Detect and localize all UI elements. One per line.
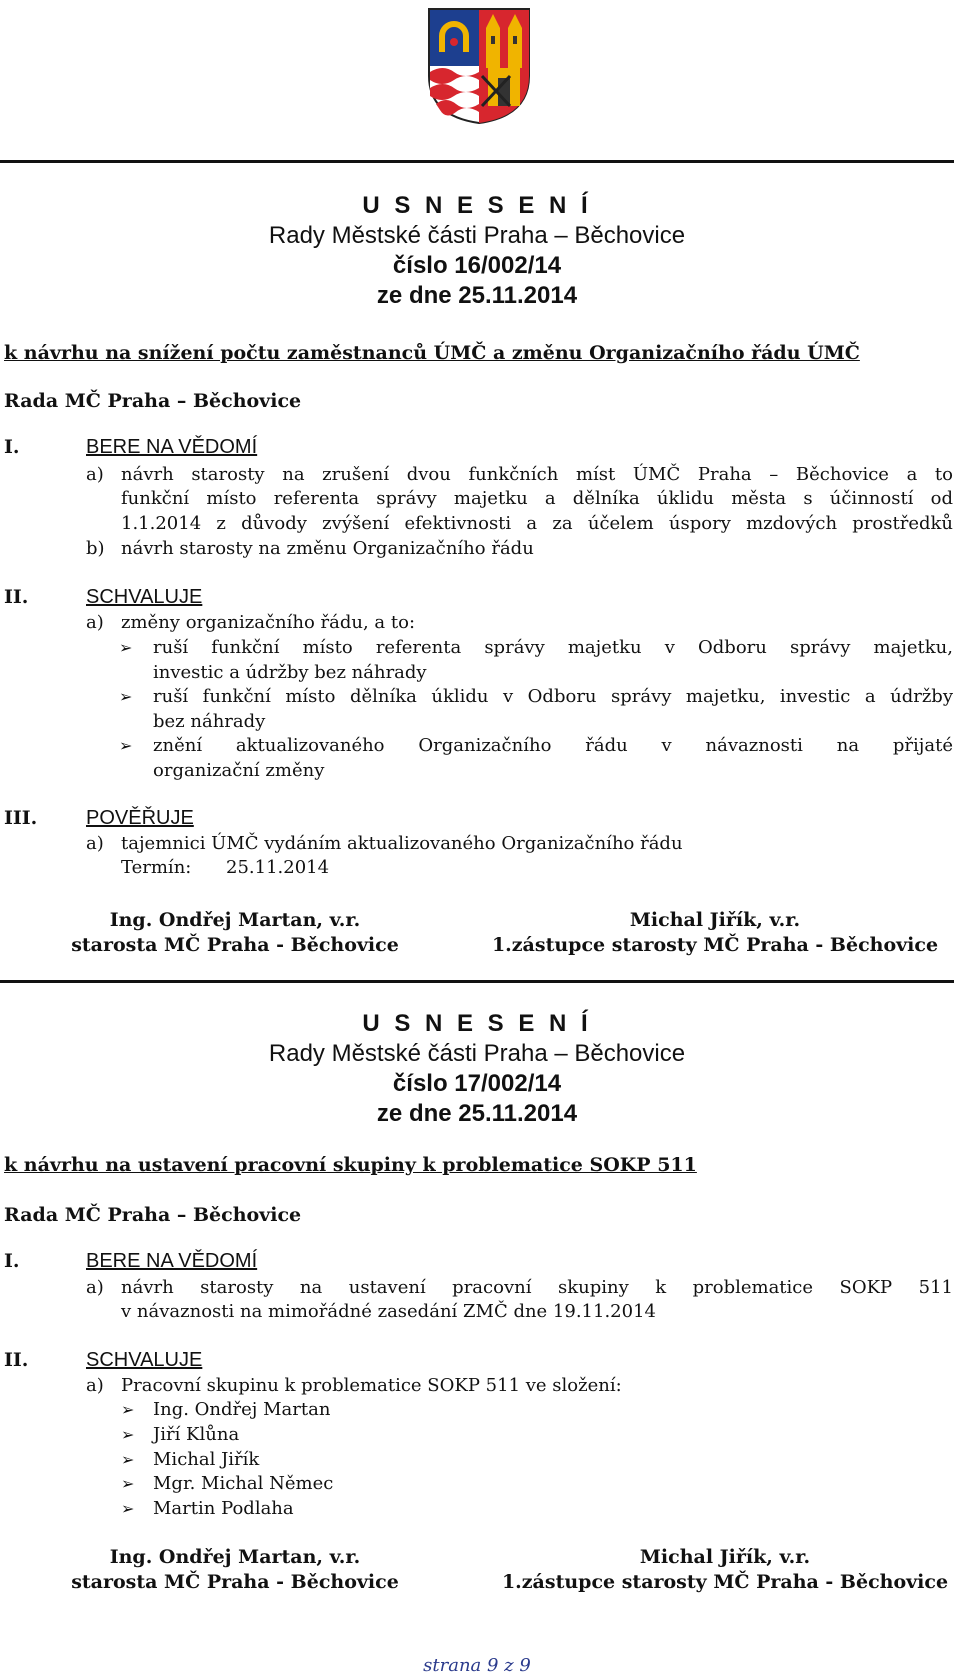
list-item: ruší funkční místo dělníka úklidu v Odboru správy majetku, investic a údržby [153,686,953,707]
item-line: Pracovní skupinu k problematice SOKP 511 ve složení: [121,1375,622,1396]
item-marker: b) [86,538,105,559]
section-heading: SCHVALUJE [86,586,203,608]
section-heading: SCHVALUJE [86,1349,203,1371]
item-line: v návaznosti na mimořádné zasedání ZMČ dne 19.11.2014 [121,1301,656,1322]
arrow-bullet-icon: ➢ [121,1400,135,1419]
resolution-title: U S N E S E N Í [362,192,592,219]
arrow-bullet-icon: ➢ [119,687,133,706]
signatory-name: Michal Jiřík, v.r. [629,909,801,931]
signature-block [480,908,950,958]
council-label: Rada MČ Praha – Běchovice [4,1204,302,1226]
item-line: tajemnici ÚMČ vydáním aktualizovaného Organizačního řádu [121,833,683,854]
section-heading: POVĚŘUJE [86,807,194,829]
item-line: funkční místo referenta správy majetku a dělníka úklidu města s účinností od [121,488,953,509]
top-divider [0,160,954,163]
member-item: Michal Jiřík [153,1449,260,1470]
section-heading: BERE NA VĚDOMÍ [86,1250,258,1272]
member-item: Jiří Klůna [153,1424,240,1445]
signature-block [40,908,430,958]
section-heading: BERE NA VĚDOMÍ [86,436,258,458]
arrow-bullet-icon: ➢ [121,1499,135,1518]
item-line: 1.1.2014 z důvody zvýšení efektivnosti a za účelem úspory mzdových prostředků [121,513,953,534]
list-item: bez náhrady [153,711,266,732]
resolution-date: ze dne 25.11.2014 [376,282,578,309]
list-item: znění aktualizovaného Organizačního řádu v návaznosti na přijaté [153,735,953,756]
page-number: strana 9 z 9 [423,1655,531,1676]
list-item: ruší funkční místo referenta správy majetku v Odboru správy majetku, [153,637,953,658]
resolution-date: ze dne 25.11.2014 [376,1100,578,1127]
signatory-role: starosta MČ Praha - Běchovice [71,1571,399,1593]
resolution-subject: k návrhu na snížení počtu zaměstnanců ÚMČ a změnu Organizačního řádu ÚMČ [4,342,860,364]
resolution-title: U S N E S E N Í [362,1010,592,1037]
item-line: návrh starosty na ustavení pracovní skupiny k problematice SOKP 511 [121,1277,953,1298]
signatory-name: Ing. Ondřej Martan, v.r. [109,909,361,931]
arrow-bullet-icon: ➢ [121,1474,135,1493]
item-line: návrh starosty na změnu Organizačního řádu [121,538,534,559]
section-number: II. [4,586,29,608]
item-marker: a) [86,833,104,854]
arrow-bullet-icon: ➢ [119,736,133,755]
list-item: investic a údržby bez náhrady [153,662,427,683]
resolution-number: číslo 16/002/14 [392,252,562,279]
section-number: I. [4,436,20,458]
coat-of-arms-icon [426,6,532,126]
signatory-role: 1.zástupce starosty MČ Praha - Běchovice [501,1571,949,1593]
item-marker: a) [86,612,104,633]
signatory-name: Michal Jiřík, v.r. [639,1546,811,1568]
council-name: Rady Městské části Praha – Běchovice [268,1040,686,1067]
deadline-label: Termín: [121,857,192,878]
resolution-subject: k návrhu na ustavení pracovní skupiny k problematice SOKP 511 [4,1154,697,1176]
item-marker: a) [86,1277,104,1298]
resolution-number: číslo 17/002/14 [392,1070,562,1097]
member-item: Martin Podlaha [153,1498,294,1519]
council-name: Rady Městské části Praha – Běchovice [268,222,686,249]
section-divider [0,980,954,983]
item-line: změny organizačního řádu, a to: [121,612,416,633]
section-number: II. [4,1349,29,1371]
item-line: návrh starosty na zrušení dvou funkčních míst ÚMČ Praha – Běchovice a to [121,464,953,485]
arrow-bullet-icon: ➢ [121,1450,135,1469]
member-item: Mgr. Michal Němec [153,1473,334,1494]
item-marker: a) [86,1375,104,1396]
council-label: Rada MČ Praha – Běchovice [4,390,302,412]
item-marker: a) [86,464,104,485]
deadline-value: 25.11.2014 [226,857,330,878]
list-item: organizační změny [153,760,325,781]
signatory-role: 1.zástupce starosty MČ Praha - Běchovice [491,934,939,956]
signature-block [40,1545,430,1595]
arrow-bullet-icon: ➢ [121,1425,135,1444]
member-item: Ing. Ondřej Martan [153,1399,331,1420]
section-number: I. [4,1250,20,1272]
signature-block [490,1545,960,1595]
signatory-role: starosta MČ Praha - Běchovice [71,934,399,956]
arrow-bullet-icon: ➢ [119,638,133,657]
section-number: III. [4,807,38,829]
signatory-name: Ing. Ondřej Martan, v.r. [109,1546,361,1568]
